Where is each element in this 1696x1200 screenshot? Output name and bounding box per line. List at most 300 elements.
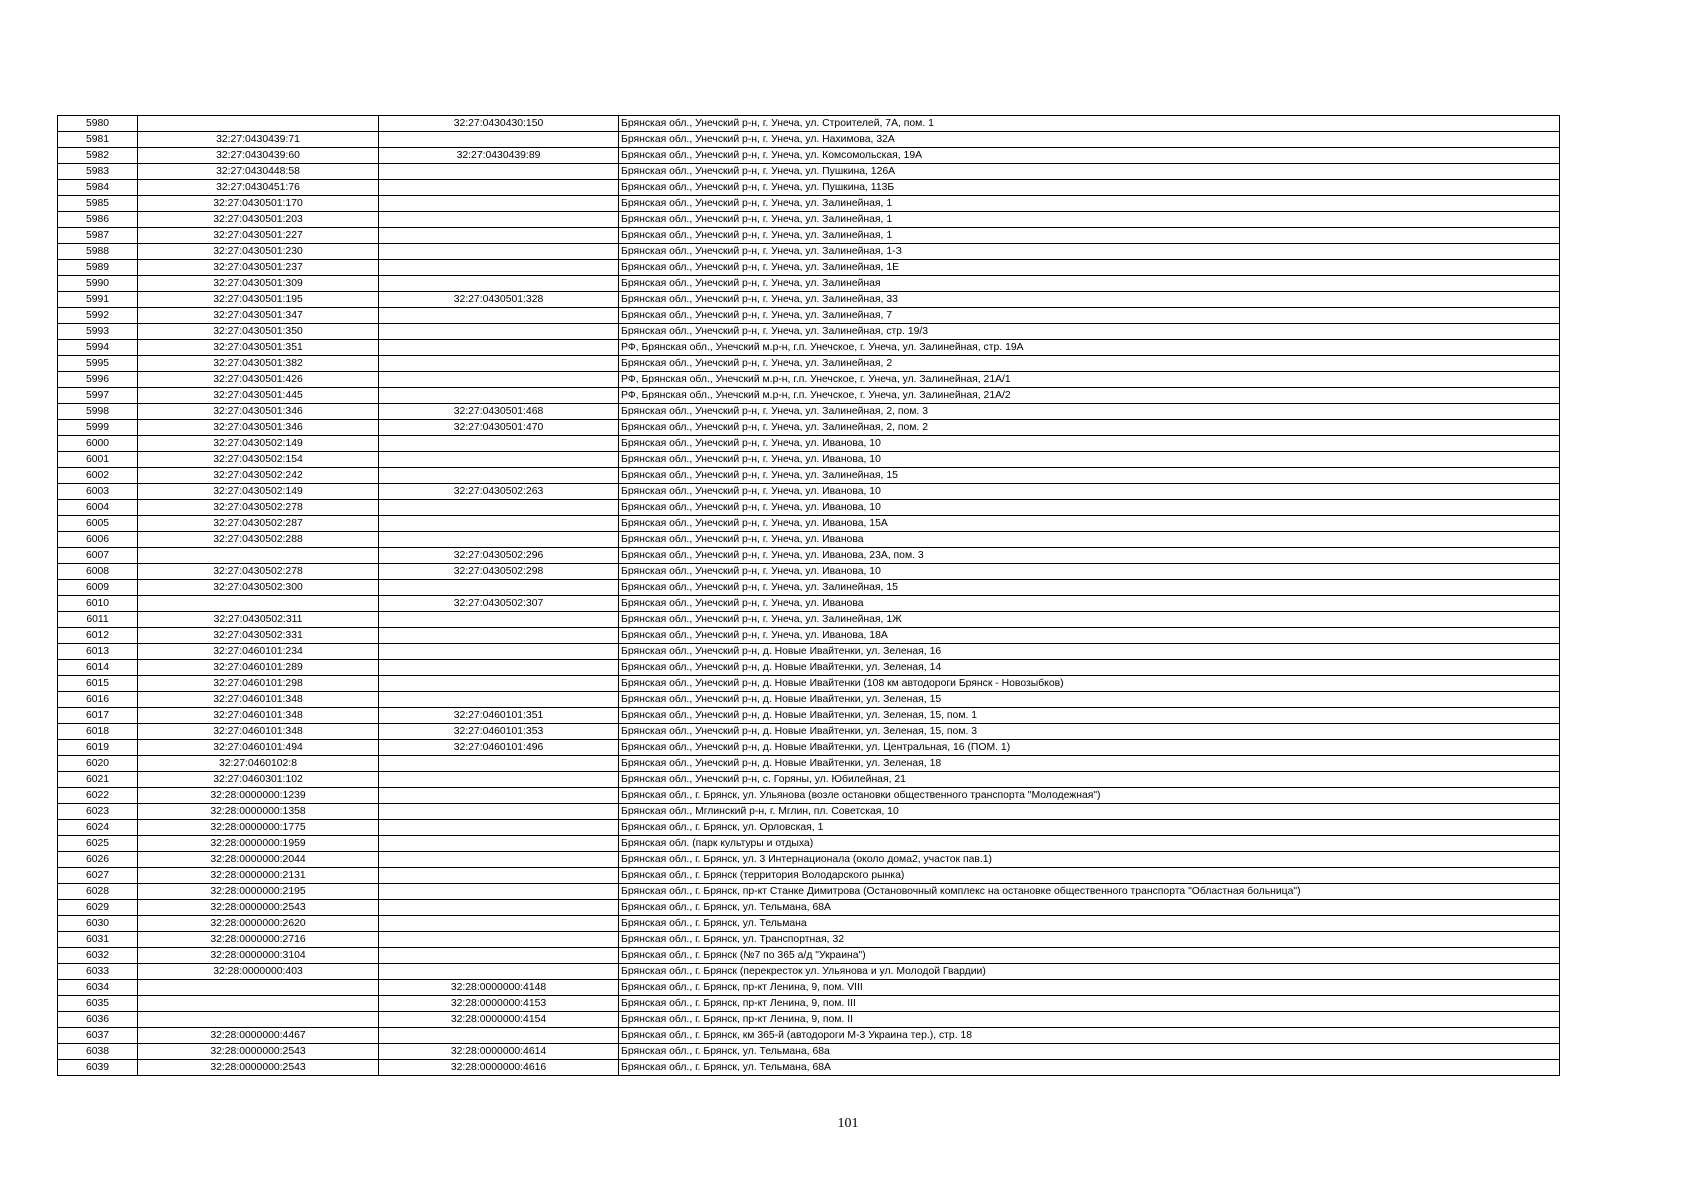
table-row (58, 484, 1560, 500)
address-cell: Брянская обл., Унечский р-н, г. Унеча, ул. Иванова (619, 532, 1560, 548)
building-cadastral-number-cell (379, 580, 619, 596)
table-row (58, 1044, 1560, 1060)
building-cadastral-number-cell (379, 212, 619, 228)
address-cell: Брянская обл., г. Брянск, ул. Транспортная, 32 (619, 932, 1560, 948)
land-cadastral-number-cell (138, 548, 379, 564)
table-row (58, 468, 1560, 484)
table-row (58, 356, 1560, 372)
land-cadastral-number-cell: 32:27:0430502:242 (138, 468, 379, 484)
row-number-cell: 5989 (58, 260, 138, 276)
land-cadastral-number-cell: 32:27:0460301:102 (138, 772, 379, 788)
address-cell: Брянская обл., г. Брянск, км 365-й (автодороги М-3 Украина тер.), стр. 18 (619, 1028, 1560, 1044)
building-cadastral-number-cell: 32:27:0460101:496 (379, 740, 619, 756)
land-cadastral-number-cell: 32:27:0430501:346 (138, 404, 379, 420)
table-row (58, 308, 1560, 324)
row-number-cell: 6016 (58, 692, 138, 708)
building-cadastral-number-cell: 32:27:0430430:150 (379, 116, 619, 132)
table-row (58, 180, 1560, 196)
row-number-cell: 6039 (58, 1060, 138, 1076)
building-cadastral-number-cell: 32:27:0460101:353 (379, 724, 619, 740)
building-cadastral-number-cell (379, 244, 619, 260)
address-cell: Брянская обл., г. Брянск, ул. Ульянова (возле остановки общественного транспорта "Молодежная") (619, 788, 1560, 804)
land-cadastral-number-cell: 32:27:0430501:350 (138, 324, 379, 340)
building-cadastral-number-cell (379, 132, 619, 148)
address-cell: Брянская обл., Унечский р-н, д. Новые Ивайтенки (108 км автодороги Брянск - Новозыбков) (619, 676, 1560, 692)
row-number-cell: 5990 (58, 276, 138, 292)
land-cadastral-number-cell: 32:27:0460101:348 (138, 692, 379, 708)
address-cell: Брянская обл., г. Брянск, пр-кт Ленина, 9, пом. VIII (619, 980, 1560, 996)
building-cadastral-number-cell (379, 820, 619, 836)
row-number-cell: 6029 (58, 900, 138, 916)
table-row (58, 340, 1560, 356)
land-cadastral-number-cell: 32:27:0430502:149 (138, 484, 379, 500)
table-row (58, 148, 1560, 164)
land-cadastral-number-cell: 32:27:0430501:351 (138, 340, 379, 356)
building-cadastral-number-cell (379, 164, 619, 180)
row-number-cell: 5993 (58, 324, 138, 340)
building-cadastral-number-cell (379, 276, 619, 292)
address-cell: Брянская обл., Унечский р-н, г. Унеча, ул. Залинейная, 1 (619, 196, 1560, 212)
address-cell: Брянская обл., Унечский р-н, г. Унеча, ул. Иванова (619, 596, 1560, 612)
row-number-cell: 6022 (58, 788, 138, 804)
address-cell: Брянская обл., Унечский р-н, д. Новые Ивайтенки, ул. Зеленая, 18 (619, 756, 1560, 772)
building-cadastral-number-cell (379, 756, 619, 772)
land-cadastral-number-cell: 32:27:0460101:348 (138, 724, 379, 740)
land-cadastral-number-cell: 32:28:0000000:2195 (138, 884, 379, 900)
land-cadastral-number-cell: 32:27:0430501:203 (138, 212, 379, 228)
table-row (58, 884, 1560, 900)
row-number-cell: 5991 (58, 292, 138, 308)
building-cadastral-number-cell (379, 436, 619, 452)
land-cadastral-number-cell: 32:27:0430502:278 (138, 564, 379, 580)
row-number-cell: 6005 (58, 516, 138, 532)
building-cadastral-number-cell (379, 372, 619, 388)
address-cell: Брянская обл., Унечский р-н, г. Унеча, ул. Иванова, 10 (619, 500, 1560, 516)
table-row (58, 932, 1560, 948)
address-cell: Брянская обл., Унечский р-н, г. Унеча, ул. Строителей, 7А, пом. 1 (619, 116, 1560, 132)
table-row (58, 116, 1560, 132)
building-cadastral-number-cell (379, 196, 619, 212)
address-cell: Брянская обл., г. Брянск, пр-кт Ленина, 9, пом. III (619, 996, 1560, 1012)
building-cadastral-number-cell (379, 644, 619, 660)
building-cadastral-number-cell (379, 916, 619, 932)
building-cadastral-number-cell (379, 964, 619, 980)
table-row (58, 948, 1560, 964)
building-cadastral-number-cell (379, 452, 619, 468)
table-row (58, 804, 1560, 820)
address-cell: Брянская обл., Унечский р-н, г. Унеча, ул. Залинейная, 1-З (619, 244, 1560, 260)
row-number-cell: 6020 (58, 756, 138, 772)
building-cadastral-number-cell (379, 1028, 619, 1044)
row-number-cell: 6009 (58, 580, 138, 596)
land-cadastral-number-cell (138, 980, 379, 996)
table-row (58, 916, 1560, 932)
address-cell: Брянская обл., г. Брянск, ул. Тельмана, 68А (619, 900, 1560, 916)
land-cadastral-number-cell: 32:27:0430501:347 (138, 308, 379, 324)
table-row (58, 756, 1560, 772)
table-row (58, 772, 1560, 788)
table-row (58, 836, 1560, 852)
land-cadastral-number-cell: 32:27:0430502:331 (138, 628, 379, 644)
address-cell: Брянская обл., Унечский р-н, д. Новые Ивайтенки, ул. Зеленая, 16 (619, 644, 1560, 660)
table-row (58, 1028, 1560, 1044)
row-number-cell: 5981 (58, 132, 138, 148)
row-number-cell: 6021 (58, 772, 138, 788)
row-number-cell: 5980 (58, 116, 138, 132)
row-number-cell: 5984 (58, 180, 138, 196)
address-cell: Брянская обл., Унечский р-н, д. Новые Ивайтенки, ул. Зеленая, 15 (619, 692, 1560, 708)
row-number-cell: 6019 (58, 740, 138, 756)
address-cell: Брянская обл., Унечский р-н, г. Унеча, ул. Иванова, 15А (619, 516, 1560, 532)
address-cell: Брянская обл., г. Брянск (№7 по 365 а/д "Украина") (619, 948, 1560, 964)
row-number-cell: 6011 (58, 612, 138, 628)
row-number-cell: 6034 (58, 980, 138, 996)
row-number-cell: 5987 (58, 228, 138, 244)
address-cell: Брянская обл., г. Брянск (территория Володарского рынка) (619, 868, 1560, 884)
row-number-cell: 6025 (58, 836, 138, 852)
land-cadastral-number-cell: 32:27:0430502:287 (138, 516, 379, 532)
address-cell: Брянская обл., Унечский р-н, г. Унеча, ул. Залинейная, 2, пом. 2 (619, 420, 1560, 436)
row-number-cell: 5983 (58, 164, 138, 180)
table-row (58, 532, 1560, 548)
land-cadastral-number-cell: 32:28:0000000:1239 (138, 788, 379, 804)
row-number-cell: 6023 (58, 804, 138, 820)
row-number-cell: 6013 (58, 644, 138, 660)
land-cadastral-number-cell: 32:27:0430501:309 (138, 276, 379, 292)
table-row (58, 260, 1560, 276)
row-number-cell: 6033 (58, 964, 138, 980)
row-number-cell: 5988 (58, 244, 138, 260)
row-number-cell: 6026 (58, 852, 138, 868)
building-cadastral-number-cell: 32:27:0430501:470 (379, 420, 619, 436)
row-number-cell: 6036 (58, 1012, 138, 1028)
land-cadastral-number-cell: 32:28:0000000:1358 (138, 804, 379, 820)
land-cadastral-number-cell: 32:27:0430501:426 (138, 372, 379, 388)
table-row (58, 692, 1560, 708)
building-cadastral-number-cell: 32:27:0430502:307 (379, 596, 619, 612)
table-row (58, 980, 1560, 996)
address-cell: Брянская обл., Унечский р-н, г. Унеча, ул. Залинейная (619, 276, 1560, 292)
address-cell: Брянская обл., Унечский р-н, г. Унеча, ул. Пушкина, 126А (619, 164, 1560, 180)
building-cadastral-number-cell (379, 932, 619, 948)
building-cadastral-number-cell (379, 308, 619, 324)
land-cadastral-number-cell: 32:27:0430502:288 (138, 532, 379, 548)
table-row (58, 324, 1560, 340)
land-cadastral-number-cell: 32:27:0430501:195 (138, 292, 379, 308)
address-cell: РФ, Брянская обл., Унечский м.р-н, г.п. Унечское, г. Унеча, ул. Залинейная, 21А/1 (619, 372, 1560, 388)
address-cell: Брянская обл., Унечский р-н, д. Новые Ивайтенки, ул. Зеленая, 15, пом. 3 (619, 724, 1560, 740)
address-cell: Брянская обл., Унечский р-н, г. Унеча, ул. Иванова, 10 (619, 564, 1560, 580)
row-number-cell: 5999 (58, 420, 138, 436)
address-cell: Брянская обл., г. Брянск (перекресток ул. Ульянова и ул. Молодой Гвардии) (619, 964, 1560, 980)
table-row (58, 404, 1560, 420)
land-cadastral-number-cell: 32:28:0000000:1775 (138, 820, 379, 836)
row-number-cell: 6015 (58, 676, 138, 692)
address-cell: Брянская обл., Унечский р-н, г. Унеча, ул. Залинейная, 7 (619, 308, 1560, 324)
table-row (58, 1060, 1560, 1076)
row-number-cell: 6010 (58, 596, 138, 612)
land-cadastral-number-cell: 32:28:0000000:2716 (138, 932, 379, 948)
building-cadastral-number-cell (379, 692, 619, 708)
building-cadastral-number-cell (379, 228, 619, 244)
land-cadastral-number-cell: 32:28:0000000:2543 (138, 900, 379, 916)
building-cadastral-number-cell: 32:27:0430501:468 (379, 404, 619, 420)
land-cadastral-number-cell: 32:28:0000000:3104 (138, 948, 379, 964)
row-number-cell: 6032 (58, 948, 138, 964)
page-number: 101 (837, 1116, 859, 1131)
land-cadastral-number-cell: 32:28:0000000:2131 (138, 868, 379, 884)
land-cadastral-number-cell: 32:28:0000000:2620 (138, 916, 379, 932)
building-cadastral-number-cell (379, 340, 619, 356)
land-cadastral-number-cell: 32:27:0430501:230 (138, 244, 379, 260)
row-number-cell: 5996 (58, 372, 138, 388)
table-row (58, 724, 1560, 740)
row-number-cell: 5985 (58, 196, 138, 212)
registry-table-body (58, 116, 1560, 1076)
land-cadastral-number-cell: 32:27:0430448:58 (138, 164, 379, 180)
table-row (58, 612, 1560, 628)
address-cell: Брянская обл., Унечский р-н, г. Унеча, ул. Залинейная, 33 (619, 292, 1560, 308)
land-cadastral-number-cell: 32:28:0000000:2044 (138, 852, 379, 868)
building-cadastral-number-cell (379, 260, 619, 276)
table-row (58, 420, 1560, 436)
address-cell: Брянская обл., Унечский р-н, г. Унеча, ул. Залинейная, 15 (619, 580, 1560, 596)
row-number-cell: 6030 (58, 916, 138, 932)
land-cadastral-number-cell: 32:27:0430501:170 (138, 196, 379, 212)
address-cell: Брянская обл., г. Брянск, пр-кт Ленина, 9, пом. II (619, 1012, 1560, 1028)
land-cadastral-number-cell: 32:27:0430501:227 (138, 228, 379, 244)
row-number-cell: 6002 (58, 468, 138, 484)
table-row (58, 164, 1560, 180)
table-row (58, 676, 1560, 692)
table-row (58, 548, 1560, 564)
table-row (58, 388, 1560, 404)
building-cadastral-number-cell: 32:28:0000000:4148 (379, 980, 619, 996)
building-cadastral-number-cell (379, 388, 619, 404)
row-number-cell: 6027 (58, 868, 138, 884)
building-cadastral-number-cell (379, 900, 619, 916)
address-cell: Брянская обл., г. Брянск, ул. 3 Интернационала (около дома2, участок пав.1) (619, 852, 1560, 868)
building-cadastral-number-cell (379, 884, 619, 900)
row-number-cell: 5982 (58, 148, 138, 164)
address-cell: Брянская обл., Унечский р-н, с. Горяны, ул. Юбилейная, 21 (619, 772, 1560, 788)
address-cell: РФ, Брянская обл., Унечский м.р-н, г.п. Унечское, г. Унеча, ул. Залинейная, 21А/2 (619, 388, 1560, 404)
address-cell: РФ, Брянская обл., Унечский м.р-н, г.п. Унечское, г. Унеча, ул. Залинейная, стр. 19А (619, 340, 1560, 356)
address-cell: Брянская обл., Унечский р-н, г. Унеча, ул. Залинейная, 2 (619, 356, 1560, 372)
address-cell: Брянская обл., Унечский р-н, г. Унеча, ул. Залинейная, 2, пом. 3 (619, 404, 1560, 420)
building-cadastral-number-cell: 32:27:0460101:351 (379, 708, 619, 724)
table-row (58, 516, 1560, 532)
registry-table (57, 115, 1560, 1076)
land-cadastral-number-cell: 32:27:0430501:237 (138, 260, 379, 276)
building-cadastral-number-cell: 32:27:0430439:89 (379, 148, 619, 164)
table-row (58, 196, 1560, 212)
table-row (58, 244, 1560, 260)
land-cadastral-number-cell: 32:27:0430502:311 (138, 612, 379, 628)
table-row (58, 708, 1560, 724)
table-row (58, 644, 1560, 660)
table-row (58, 436, 1560, 452)
building-cadastral-number-cell (379, 676, 619, 692)
row-number-cell: 5997 (58, 388, 138, 404)
building-cadastral-number-cell (379, 516, 619, 532)
land-cadastral-number-cell: 32:27:0460101:298 (138, 676, 379, 692)
table-row (58, 996, 1560, 1012)
table-row (58, 820, 1560, 836)
land-cadastral-number-cell: 32:27:0460101:234 (138, 644, 379, 660)
building-cadastral-number-cell (379, 356, 619, 372)
address-cell: Брянская обл., Унечский р-н, г. Унеча, ул. Комсомольская, 19А (619, 148, 1560, 164)
address-cell: Брянская обл. (парк культуры и отдыха) (619, 836, 1560, 852)
address-cell: Брянская обл., Унечский р-н, г. Унеча, ул. Пушкина, 113Б (619, 180, 1560, 196)
row-number-cell: 6003 (58, 484, 138, 500)
row-number-cell: 5994 (58, 340, 138, 356)
table-row (58, 372, 1560, 388)
row-number-cell: 6024 (58, 820, 138, 836)
address-cell: Брянская обл., Унечский р-н, д. Новые Ивайтенки, ул. Зеленая, 15, пом. 1 (619, 708, 1560, 724)
address-cell: Брянская обл., г. Брянск, ул. Тельмана, 68А (619, 1060, 1560, 1076)
building-cadastral-number-cell (379, 468, 619, 484)
building-cadastral-number-cell: 32:28:0000000:4154 (379, 1012, 619, 1028)
building-cadastral-number-cell (379, 868, 619, 884)
building-cadastral-number-cell (379, 180, 619, 196)
address-cell: Брянская обл., Унечский р-н, г. Унеча, ул. Иванова, 18А (619, 628, 1560, 644)
land-cadastral-number-cell: 32:27:0430502:149 (138, 436, 379, 452)
land-cadastral-number-cell: 32:27:0430502:154 (138, 452, 379, 468)
table-row (58, 1012, 1560, 1028)
building-cadastral-number-cell (379, 948, 619, 964)
building-cadastral-number-cell (379, 836, 619, 852)
address-cell: Брянская обл., Мглинский р-н, г. Мглин, пл. Советская, 10 (619, 804, 1560, 820)
building-cadastral-number-cell: 32:27:0430502:263 (379, 484, 619, 500)
address-cell: Брянская обл., Унечский р-н, д. Новые Ивайтенки, ул. Зеленая, 14 (619, 660, 1560, 676)
row-number-cell: 6037 (58, 1028, 138, 1044)
building-cadastral-number-cell (379, 772, 619, 788)
row-number-cell: 6007 (58, 548, 138, 564)
land-cadastral-number-cell: 32:28:0000000:2543 (138, 1060, 379, 1076)
row-number-cell: 6008 (58, 564, 138, 580)
address-cell: Брянская обл., Унечский р-н, г. Унеча, ул. Иванова, 10 (619, 484, 1560, 500)
building-cadastral-number-cell: 32:28:0000000:4616 (379, 1060, 619, 1076)
table-row (58, 628, 1560, 644)
building-cadastral-number-cell (379, 788, 619, 804)
row-number-cell: 6031 (58, 932, 138, 948)
building-cadastral-number-cell (379, 324, 619, 340)
land-cadastral-number-cell: 32:27:0430502:278 (138, 500, 379, 516)
land-cadastral-number-cell (138, 596, 379, 612)
table-row (58, 500, 1560, 516)
row-number-cell: 6017 (58, 708, 138, 724)
building-cadastral-number-cell (379, 804, 619, 820)
land-cadastral-number-cell: 32:27:0430502:300 (138, 580, 379, 596)
row-number-cell: 6038 (58, 1044, 138, 1060)
building-cadastral-number-cell (379, 612, 619, 628)
row-number-cell: 6035 (58, 996, 138, 1012)
row-number-cell: 5992 (58, 308, 138, 324)
table-row (58, 212, 1560, 228)
row-number-cell: 5995 (58, 356, 138, 372)
land-cadastral-number-cell: 32:27:0430451:76 (138, 180, 379, 196)
row-number-cell: 6001 (58, 452, 138, 468)
land-cadastral-number-cell: 32:27:0460101:348 (138, 708, 379, 724)
table-row (58, 292, 1560, 308)
row-number-cell: 5986 (58, 212, 138, 228)
land-cadastral-number-cell: 32:27:0460102:8 (138, 756, 379, 772)
table-row (58, 564, 1560, 580)
table-row (58, 132, 1560, 148)
table-row (58, 452, 1560, 468)
row-number-cell: 6018 (58, 724, 138, 740)
building-cadastral-number-cell: 32:28:0000000:4153 (379, 996, 619, 1012)
row-number-cell: 6028 (58, 884, 138, 900)
land-cadastral-number-cell: 32:28:0000000:403 (138, 964, 379, 980)
building-cadastral-number-cell: 32:28:0000000:4614 (379, 1044, 619, 1060)
address-cell: Брянская обл., Унечский р-н, г. Унеча, ул. Залинейная, 15 (619, 468, 1560, 484)
building-cadastral-number-cell: 32:27:0430501:328 (379, 292, 619, 308)
address-cell: Брянская обл., Унечский р-н, г. Унеча, ул. Иванова, 23А, пом. 3 (619, 548, 1560, 564)
address-cell: Брянская обл., Унечский р-н, г. Унеча, ул. Залинейная, 1 (619, 212, 1560, 228)
address-cell: Брянская обл., Унечский р-н, г. Унеча, ул. Залинейная, стр. 19/3 (619, 324, 1560, 340)
table-row (58, 868, 1560, 884)
land-cadastral-number-cell: 32:28:0000000:1959 (138, 836, 379, 852)
address-cell: Брянская обл., Унечский р-н, г. Унеча, ул. Залинейная, 1Е (619, 260, 1560, 276)
building-cadastral-number-cell (379, 852, 619, 868)
address-cell: Брянская обл., г. Брянск, ул. Тельмана, 68а (619, 1044, 1560, 1060)
address-cell: Брянская обл., Унечский р-н, г. Унеча, ул. Иванова, 10 (619, 436, 1560, 452)
land-cadastral-number-cell: 32:27:0460101:289 (138, 660, 379, 676)
address-cell: Брянская обл., г. Брянск, ул. Орловская, 1 (619, 820, 1560, 836)
table-row (58, 596, 1560, 612)
address-cell: Брянская обл., г. Брянск, ул. Тельмана (619, 916, 1560, 932)
table-row (58, 900, 1560, 916)
address-cell: Брянская обл., Унечский р-н, г. Унеча, ул. Залинейная, 1 (619, 228, 1560, 244)
land-cadastral-number-cell (138, 996, 379, 1012)
table-row (58, 660, 1560, 676)
building-cadastral-number-cell (379, 660, 619, 676)
row-number-cell: 5998 (58, 404, 138, 420)
building-cadastral-number-cell (379, 628, 619, 644)
land-cadastral-number-cell: 32:27:0430439:60 (138, 148, 379, 164)
row-number-cell: 6006 (58, 532, 138, 548)
land-cadastral-number-cell: 32:28:0000000:4467 (138, 1028, 379, 1044)
row-number-cell: 6014 (58, 660, 138, 676)
building-cadastral-number-cell (379, 500, 619, 516)
row-number-cell: 6012 (58, 628, 138, 644)
table-row (58, 788, 1560, 804)
table-row (58, 740, 1560, 756)
building-cadastral-number-cell: 32:27:0430502:296 (379, 548, 619, 564)
land-cadastral-number-cell (138, 1012, 379, 1028)
address-cell: Брянская обл., Унечский р-н, д. Новые Ивайтенки, ул. Центральная, 16 (ПОМ. 1) (619, 740, 1560, 756)
address-cell: Брянская обл., Унечский р-н, г. Унеча, ул. Иванова, 10 (619, 452, 1560, 468)
land-cadastral-number-cell: 32:27:0430501:382 (138, 356, 379, 372)
table-row (58, 852, 1560, 868)
address-cell: Брянская обл., Унечский р-н, г. Унеча, ул. Залинейная, 1Ж (619, 612, 1560, 628)
land-cadastral-number-cell: 32:27:0430501:445 (138, 388, 379, 404)
land-cadastral-number-cell: 32:27:0430501:346 (138, 420, 379, 436)
land-cadastral-number-cell: 32:27:0460101:494 (138, 740, 379, 756)
address-cell: Брянская обл., Унечский р-н, г. Унеча, ул. Нахимова, 32А (619, 132, 1560, 148)
table-row (58, 964, 1560, 980)
table-row (58, 228, 1560, 244)
row-number-cell: 6000 (58, 436, 138, 452)
building-cadastral-number-cell (379, 532, 619, 548)
address-cell: Брянская обл., г. Брянск, пр-кт Станке Димитрова (Остановочный комплекс на остановке общественного транспорта "Областная больница") (619, 884, 1560, 900)
land-cadastral-number-cell: 32:27:0430439:71 (138, 132, 379, 148)
table-row (58, 276, 1560, 292)
building-cadastral-number-cell: 32:27:0430502:298 (379, 564, 619, 580)
land-cadastral-number-cell (138, 116, 379, 132)
